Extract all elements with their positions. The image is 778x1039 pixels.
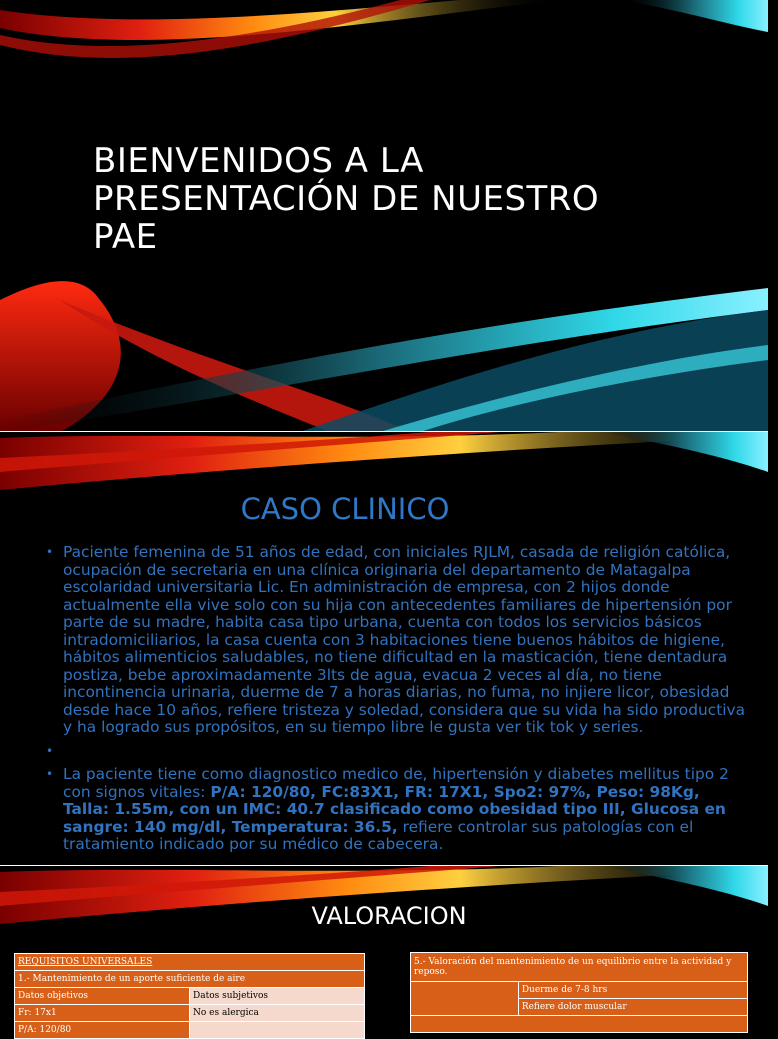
column-header-subjective: Datos subjetivos — [190, 988, 365, 1005]
title-line-3: PAE — [93, 217, 158, 257]
table-cell: No es alergica — [190, 1005, 365, 1022]
table-cell: P/A: 120/80 — [15, 1022, 190, 1039]
assessment-title: VALORACION — [311, 902, 467, 930]
universal-requirements-table — [14, 953, 365, 1039]
empty-bullet — [63, 743, 746, 761]
table-header: 5.- Valoración del mantenimiento de un equilibrio entre la actividad y reposo. — [411, 953, 748, 982]
diagnosis-outro: refiere controlar sus patologías con el tratamiento indicado por su médico de cabecera. — [63, 817, 694, 853]
table-cell: Refiere dolor muscular — [518, 999, 747, 1016]
list-item — [46, 743, 746, 761]
title-slide — [0, 0, 768, 432]
table-cell — [190, 1022, 365, 1039]
diagnosis-intro: La paciente tiene como diagnostico medico de, hipertensión y diabetes mellitus tipo 2 con signos vitales: — [63, 765, 729, 801]
bullet-icon: • — [46, 743, 54, 758]
activity-rest-table — [410, 952, 748, 1033]
patient-description: Paciente femenina de 51 años de edad, con iniciales RJLM, casada de religión católica, ocupación de secretaria en una clínica originaria del departamento de Matagalpa escolaridad universitaria Lic. En administración de empresa, con 2 hijos donde actualmente ella vive solo con su hija con antecedentes familiares de hipertensión por parte de su madre, habita casa tipo urbana, cuenta con todos los servicios básicos intradomiciliarios, la casa cuenta con 3 habitaciones tiene buenos hábitos de higiene, hábitos alimenticios saludables, no tiene dificultad en la masticación, tiene dentadura postiza, bebe aproximadamente 3lts de agua, evacua 2 veces al día, no tiene incontinencia urinaria, duerme de 7 a horas diarias, no fuma, no injiere licor, obesidad desde hace 10 años, refiere tristeza y soledad, considera que su vida ha sido productiva y ha logrado sus propósitos, en su tiempo libre le gusta ver tik tok y series. — [63, 543, 746, 736]
table-cell: Duerme de 7-8 hrs — [518, 982, 747, 999]
title-line-2: PRESENTACIÓN DE NUESTRO — [93, 179, 600, 219]
table-cell — [411, 982, 519, 1016]
list-item — [46, 766, 746, 854]
table-header: REQUISITOS UNIVERSALES — [15, 954, 365, 971]
case-slide — [0, 432, 768, 866]
case-body — [46, 544, 746, 860]
vital-signs: P/A: 120/80, FC:83X1, FR: 17X1, Spo2: 97%, Peso: 98Kg, Talla: 1.55m, con un IMC: 40.7 clasificado como obesidad tipo III, Glucosa en sangre: 140 mg/dl, Temperatura: 36.5, — [63, 782, 726, 836]
list-item — [46, 544, 746, 737]
column-header-objective: Datos objetivos — [15, 988, 190, 1005]
presentation-title — [93, 142, 693, 256]
table-cell: Fr: 17x1 — [15, 1005, 190, 1022]
case-title: CASO CLINICO — [240, 492, 450, 526]
bullet-icon: • — [46, 767, 54, 781]
title-line-1: BIENVENIDOS A LA — [93, 141, 424, 181]
table-cell — [411, 1016, 748, 1033]
assessment-slide — [0, 866, 768, 1035]
bullet-icon: • — [46, 545, 54, 559]
table-subheader: 1.- Mantenimiento de un aporte suficiente de aire — [15, 971, 365, 988]
diagnosis-text — [63, 766, 746, 854]
